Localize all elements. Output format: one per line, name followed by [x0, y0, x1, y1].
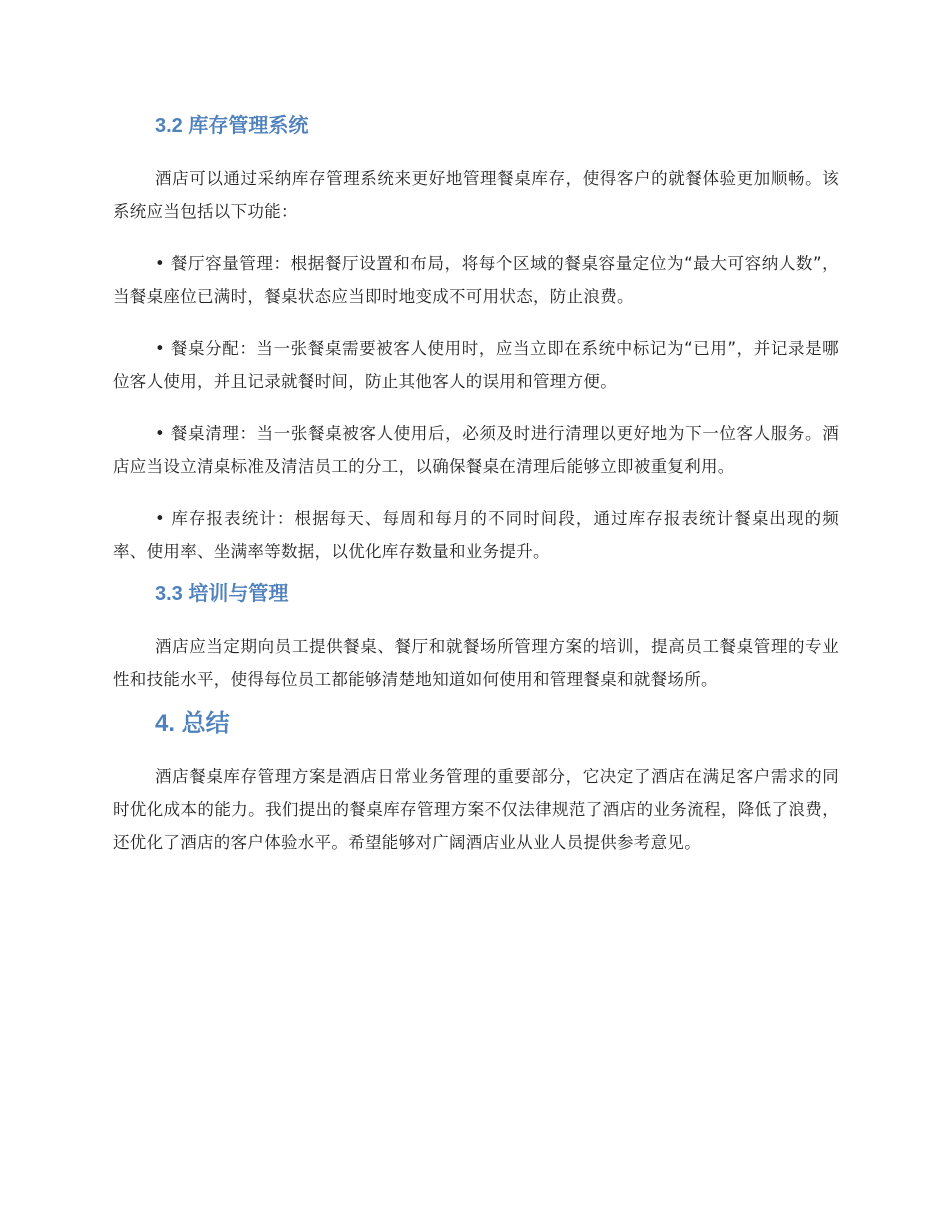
document-page: [113, 108, 839, 878]
paragraph-summary: 酒店餐桌库存管理方案是酒店日常业务管理的重要部分，它决定了酒店在满足客户需求的同时优化成本的能力。我们提出的餐桌库存管理方案不仅法律规范了酒店的业务流程，降低了浪费，还优化了酒店的客户体验水平。希望能够对广阔酒店业从业人员提供参考意见。: [113, 767, 839, 852]
bullet-table-cleaning: • 餐桌清理：当一张餐桌被客人使用后，必须及时进行清理以更好地为下一位客人服务。酒店应当设立清桌标准及清洁员工的分工，以确保餐桌在清理后能够立即被重复利用。: [113, 424, 839, 476]
bullet-table-allocation: • 餐桌分配：当一张餐桌需要被客人使用时，应当立即在系统中标记为“已用”，并记录是哪位客人使用，并且记录就餐时间，防止其他客人的误用和管理方便。: [113, 339, 839, 391]
section-heading-4: 4. 总结: [155, 710, 230, 737]
bullet-inventory-report: • 库存报表统计：根据每天、每周和每月的不同时间段，通过库存报表统计餐桌出现的频率、使用率、坐满率等数据，以优化库存数量和业务提升。: [113, 509, 839, 561]
bullet-capacity-management: • 餐厅容量管理：根据餐厅设置和布局，将每个区域的餐桌容量定位为“最大可容纳人数”，当餐桌座位已满时，餐桌状态应当即时地变成不可用状态，防止浪费。: [113, 254, 839, 306]
paragraph-inventory-intro: 酒店可以通过采纳库存管理系统来更好地管理餐桌库存，使得客户的就餐体验更加顺畅。该系统应当包括以下功能：: [113, 169, 839, 221]
section-heading-3-2: 3.2 库存管理系统: [155, 115, 309, 137]
section-heading-3-3: 3.3 培训与管理: [155, 583, 289, 605]
paragraph-training: 酒店应当定期向员工提供餐桌、餐厅和就餐场所管理方案的培训，提高员工餐桌管理的专业性和技能水平，使得每位员工都能够清楚地知道如何使用和管理餐桌和就餐场所。: [113, 637, 839, 689]
